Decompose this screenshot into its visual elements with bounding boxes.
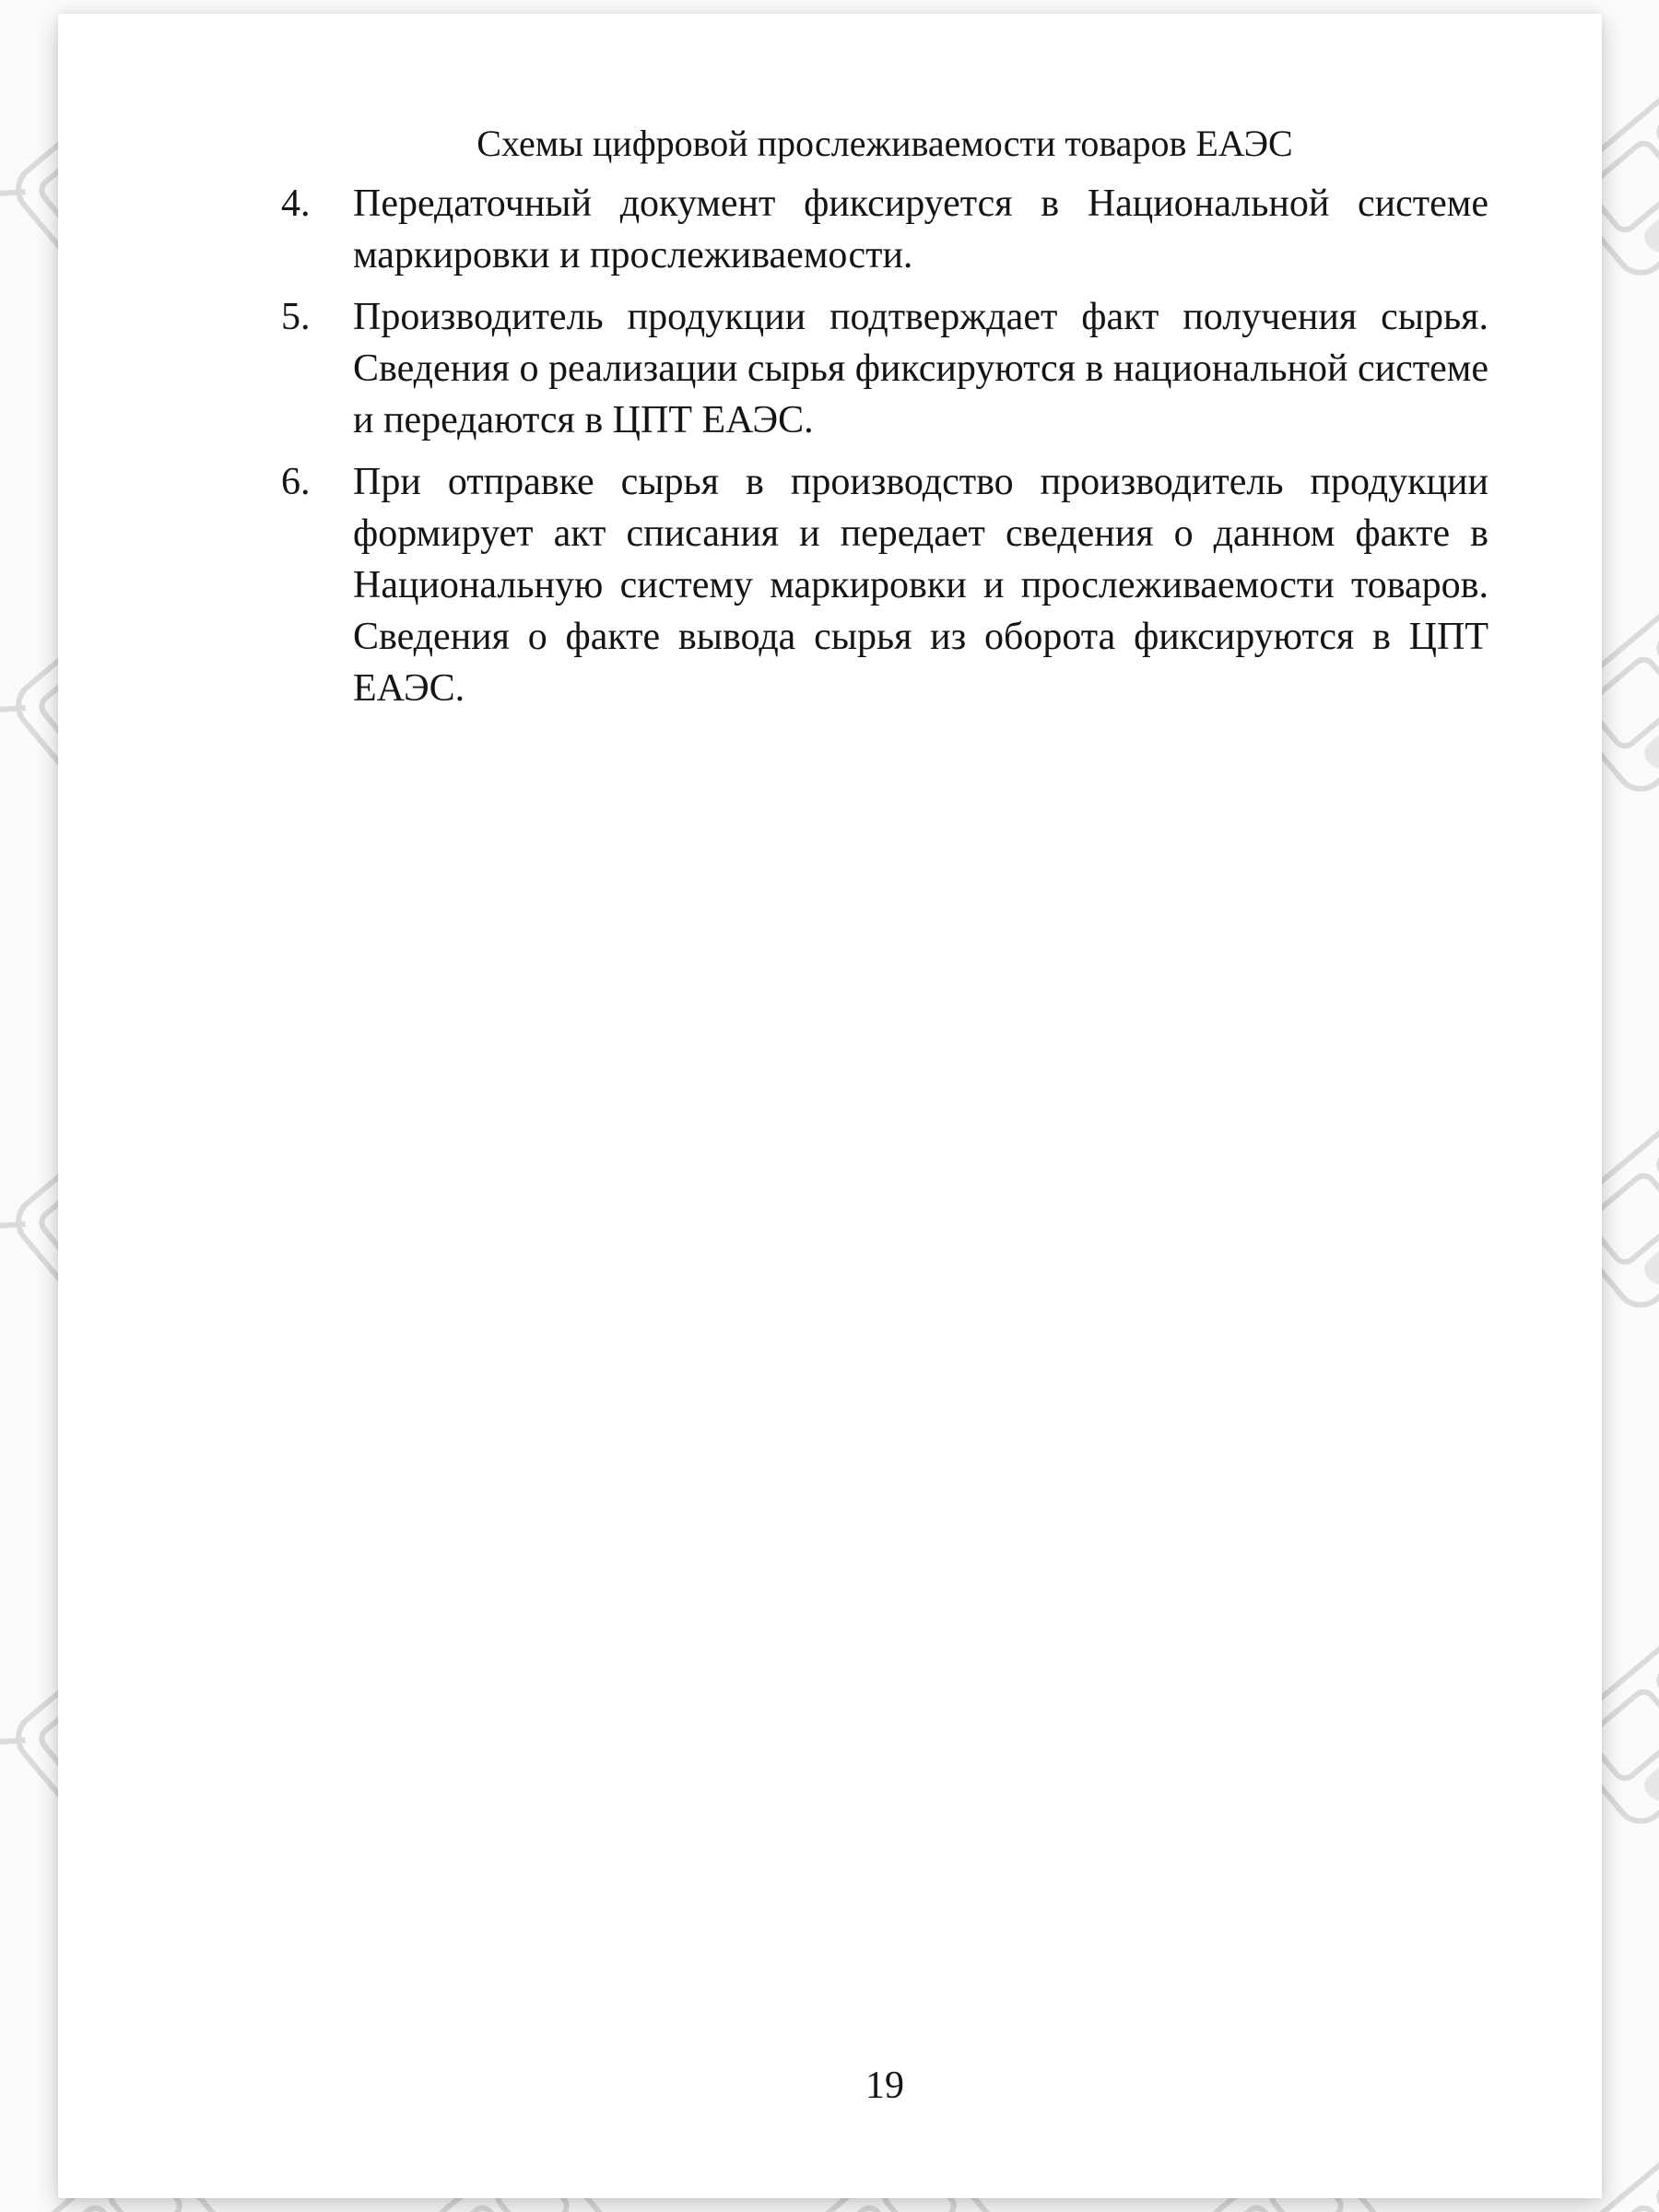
list-item-text: При отправке сырья в производство производитель продукции формирует акт списания и передает сведения о данном факте в Национальную систему маркировки и прослеживаемости товаров. Сведения о факте вывода сырья из оборота фиксируются в ЦПТ ЕАЭС. xyxy=(353,461,1488,710)
list-item-number: 4. xyxy=(281,182,311,225)
list-item-text: Передаточный документ фиксируется в Национальной системе маркировки и прослеживаемости. xyxy=(353,182,1488,276)
document-page xyxy=(58,14,1602,2198)
numbered-list xyxy=(281,178,1488,724)
list-item xyxy=(281,456,1488,714)
page-header-title: Схемы цифровой прослеживаемости товаров ЕАЭС xyxy=(477,123,1293,164)
list-item xyxy=(281,291,1488,446)
list-item-text: Производитель продукции подтверждает факт получения сырья. Сведения о реализации сырья фиксируются в национальной системе и передаются в ЦПТ ЕАЭС. xyxy=(353,296,1488,441)
list-item xyxy=(281,178,1488,281)
page-number: 19 xyxy=(865,2065,904,2107)
list-item-number: 6. xyxy=(281,461,311,503)
list-item-number: 5. xyxy=(281,296,311,338)
